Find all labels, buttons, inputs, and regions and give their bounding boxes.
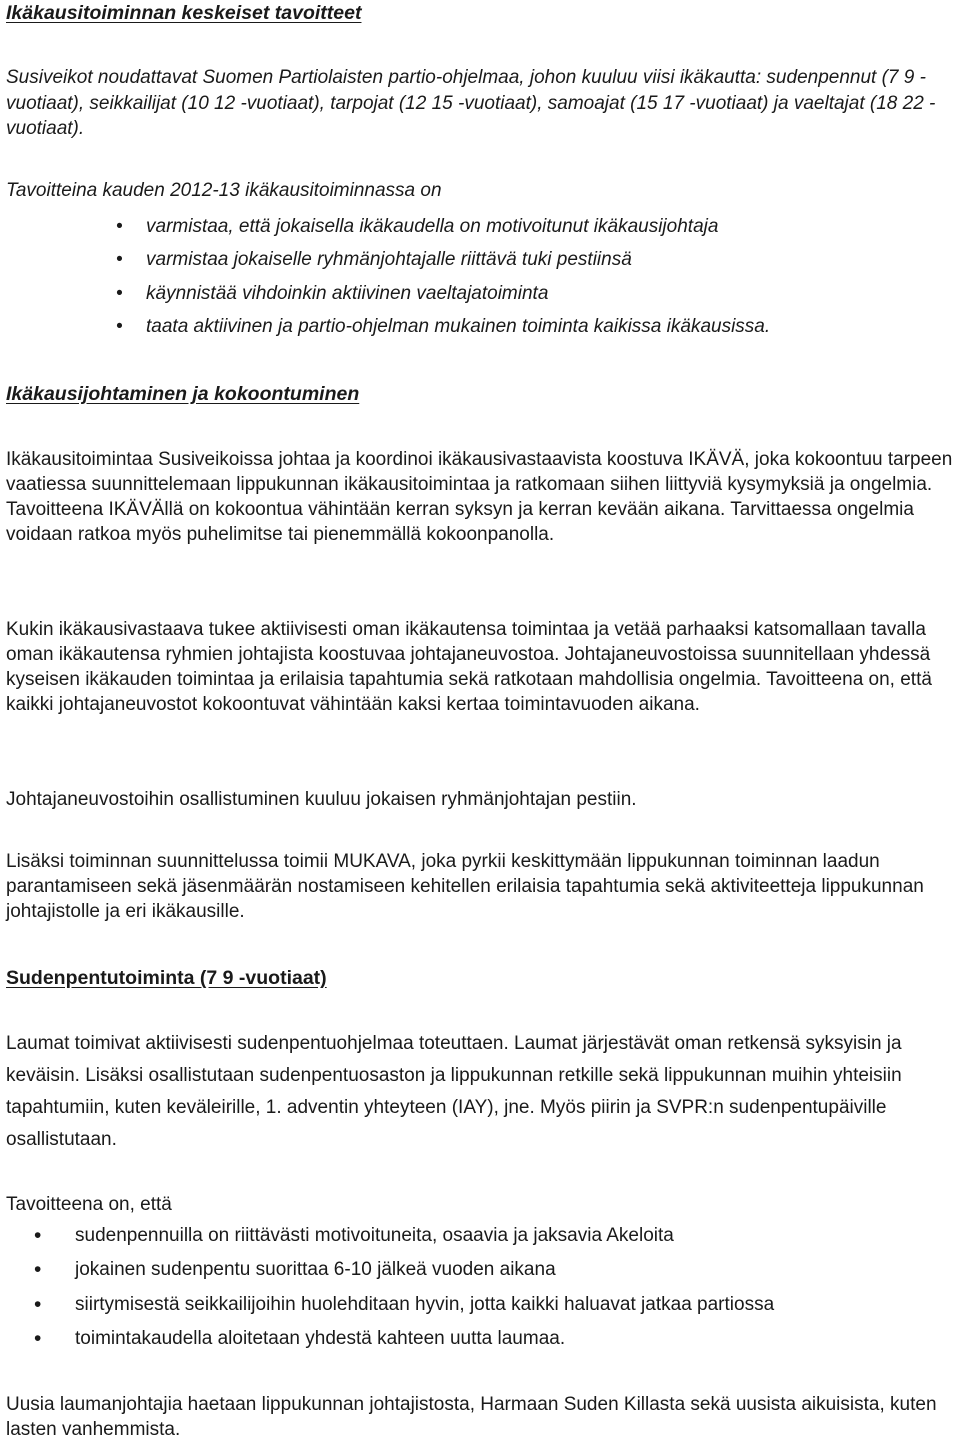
bullet-icon: • [116,282,123,304]
heading-ikakausitoiminnan-tavoitteet: Ikäkausitoiminnan keskeiset tavoitteet [6,2,362,24]
list-item: • varmistaa jokaiselle ryhmänjohtajalle riittävä tuki pestiinsä [116,246,770,279]
goals2-intro: Tavoitteena on, että [6,1194,172,1215]
heading-ikakausijohtaminen: Ikäkausijohtaminen ja kokoontuminen [6,383,360,405]
list-item: • taata aktiivinen ja partio-ohjelman mukainen toiminta kaikissa ikäkausissa. [116,313,770,346]
heading-sudenpentutoiminta: Sudenpentutoiminta (7 9 -vuotiaat) [6,967,327,989]
list-item: • toimintakaudella aloitetaan yhdestä kahteen uutta laumaa. [34,1325,774,1359]
list-item: • sudenpennuilla on riittävästi motivoituneita, osaavia ja jaksavia Akeloita [34,1222,774,1256]
goals-intro: Tavoitteina kauden 2012-13 ikäkausitoiminnassa on [6,180,442,201]
bullet-icon: • [34,1326,42,1350]
paragraph-uusia: Uusia laumanjohtajia haetaan lippukunnan johtajistosta, Harmaan Suden Killasta sekä uusista aikuisista, kuten lasten vanhemmista. [6,1394,937,1440]
bullet-icon: • [116,315,123,337]
bullet-icon: • [116,216,123,237]
bullet-icon: • [34,1258,42,1282]
goals-list [116,213,770,346]
bullet-icon: • [34,1292,42,1316]
paragraph-kukin: Kukin ikäkausivastaava tukee aktiivisesti oman ikäkautensa toimintaa ja vetää parhaaksi katsomallaan tavalla oman ikäkautensa ryhmien johtajista koostuvaa johtajaneuvostoa. Johtajaneuvostoissa suunnitellaan yhdessä kyseisen ikäkauden toimintaa ja erilaisia tapahtumia sekä ratkotaan mahdollisia ongelmia. Tavoitteena on, että kaikki johtajaneuvostot kokoontuvat vähintään kaksi kertaa toimintavuoden aikana. [6,619,932,715]
paragraph-osallistuminen: Johtajaneuvostoihin osallistuminen kuuluu jokaisen ryhmänjohtajan pestiin. [6,789,637,810]
list-item: • käynnistää vihdoinkin aktiivinen vaeltajatoiminta [116,280,770,313]
list-item: • siirtymisestä seikkailijoihin huolehditaan hyvin, jotta kaikki haluavat jatkaa partiossa [34,1291,774,1325]
paragraph-mukava: Lisäksi toiminnan suunnittelussa toimii MUKAVA, joka pyrkii keskittymään lippukunnan toiminnan laadun parantamiseen sekä jäsenmäärän nostamiseen kehitellen erilaisia tapahtumia sekä aktiviteetteja lippukunnan johtajistolle ja eri ikäkausille. [6,851,924,922]
list-item: • varmistaa, että jokaisella ikäkaudella on motivoitunut ikäkausijohtaja [116,213,770,246]
bullet-icon: • [116,249,123,271]
bullet-icon: • [34,1224,42,1247]
intro-paragraph: Susiveikot noudattavat Suomen Partiolaisten partio-ohjelmaa, johon kuuluu viisi ikäkautta: sudenpennut (7 9 -vuotiaat), seikkailijat (10 12 -vuotiaat), tarpojat (12 15 -vuotiaat), samoajat (15 17 -vuotiaat) ja vaeltajat (18 22 -vuotiaat). [6,67,936,139]
paragraph-laumat: Laumat toimivat aktiivisesti sudenpentuohjelmaa toteuttaen. Laumat järjestävät oman retkensä syksyisin ja keväisin. Lisäksi osallistutaan sudenpentuosaston ja lippukunnan retkille sekä lippukunnan muihin yhteisiin tapahtumiin, kuten keväleirille, 1. adventin yhteyteen (IAY), jne. Myös piirin ja SVPR:n sudenpentupäiville osallistutaan. [6,1033,902,1150]
list-item: • jokainen sudenpentu suorittaa 6-10 jälkeä vuoden aikana [34,1256,774,1290]
goals2-list [34,1222,774,1359]
paragraph-ikava: Ikäkausitoimintaa Susiveikoissa johtaa ja koordinoi ikäkausivastaavista koostuva IKÄVÄ, joka kokoontuu tarpeen vaatiessa suunnittelemaan lippukunnan ikäkausitoimintaa ja ratkomaan siihen liittyviä kysymyksiä ja ongelmia. Tavoitteena IKÄVÄllä on kokoontua vähintään kerran syksyn ja kerran kevään aikana. Tarvittaessa ongelmia voidaan ratkoa myös puhelimitse tai pienemmällä kokoonpanolla. [6,449,953,545]
